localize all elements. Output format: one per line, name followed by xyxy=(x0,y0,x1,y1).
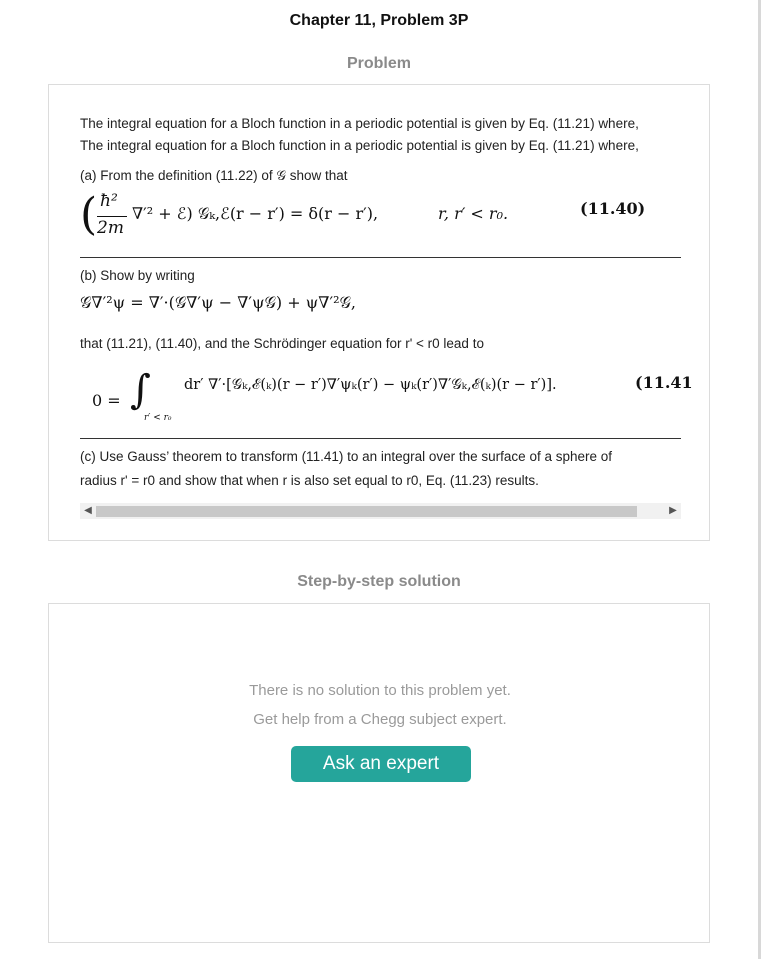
eq-1141-number: (11.41 xyxy=(635,373,693,392)
equation-11-40 xyxy=(80,191,681,247)
problem-card xyxy=(48,84,710,541)
part-a-text: (a) From the definition (11.22) of 𝒢 show that xyxy=(80,168,348,183)
no-solution-text: There is no solution to this problem yet. xyxy=(249,682,511,699)
problem-intro-line1: The integral equation for a Bloch function in a periodic potential is given by Eq. (11.21) where, xyxy=(80,116,639,131)
hbar-squared: ħ² xyxy=(100,191,118,211)
fraction-bar xyxy=(97,216,127,217)
divider xyxy=(80,257,681,258)
scroll-thumb[interactable] xyxy=(96,506,637,517)
two-m: 2m xyxy=(97,218,124,238)
eq-1140-lhs: ∇′² + ℰ) 𝒢ₖ,ℰ(r − r′) = δ(r − r′), xyxy=(132,204,379,223)
divider xyxy=(80,438,681,439)
equation-b: 𝒢∇′²ψ = ∇′·(𝒢∇′ψ − ∇′ψ𝒢) + ψ∇′²𝒢, xyxy=(80,293,356,312)
eq-1140-number: (11.40) xyxy=(580,199,646,218)
solution-heading: Step-by-step solution xyxy=(297,573,461,590)
equation-11-41 xyxy=(80,361,693,431)
zero-equals: 0 = xyxy=(92,391,121,410)
eq-1141-body: dr′ ∇′·[𝒢ₖ,ℰ(ₖ)(r − r′)∇′ψₖ(r′) − ψₖ(r′)∇′𝒢ₖ,ℰ(ₖ)(r − r′)]. xyxy=(184,377,557,393)
integral-sign: ∫ xyxy=(130,367,151,413)
integral-limit: r′ < r₀ xyxy=(144,413,172,423)
expert-help-text: Get help from a Chegg subject expert. xyxy=(253,711,507,728)
chevron-left-icon[interactable]: ◀ xyxy=(84,505,92,516)
page-title: Chapter 11, Problem 3P xyxy=(289,12,469,29)
eq-1140-condition: r, r′ < r₀. xyxy=(438,204,509,223)
horizontal-scrollbar[interactable] xyxy=(80,503,681,519)
left-paren: ( xyxy=(80,189,98,240)
part-b-text: (b) Show by writing xyxy=(80,268,195,283)
problem-intro-line2: The integral equation for a Bloch function in a periodic potential is given by Eq. (11.21) where, xyxy=(80,138,639,153)
chevron-right-icon[interactable]: ▶ xyxy=(669,505,677,516)
part-c-line2: radius r' = r0 and show that when r is also set equal to r0, Eq. (11.23) results. xyxy=(80,473,539,488)
part-c-line1: (c) Use Gauss’ theorem to transform (11.41) to an integral over the surface of a sphere of xyxy=(80,449,612,464)
part-b2-text: that (11.21), (11.40), and the Schrödinger equation for r' < r0 lead to xyxy=(80,336,484,351)
problem-heading: Problem xyxy=(346,55,411,72)
ask-expert-button[interactable]: Ask an expert xyxy=(291,746,471,782)
solution-card xyxy=(48,603,710,943)
